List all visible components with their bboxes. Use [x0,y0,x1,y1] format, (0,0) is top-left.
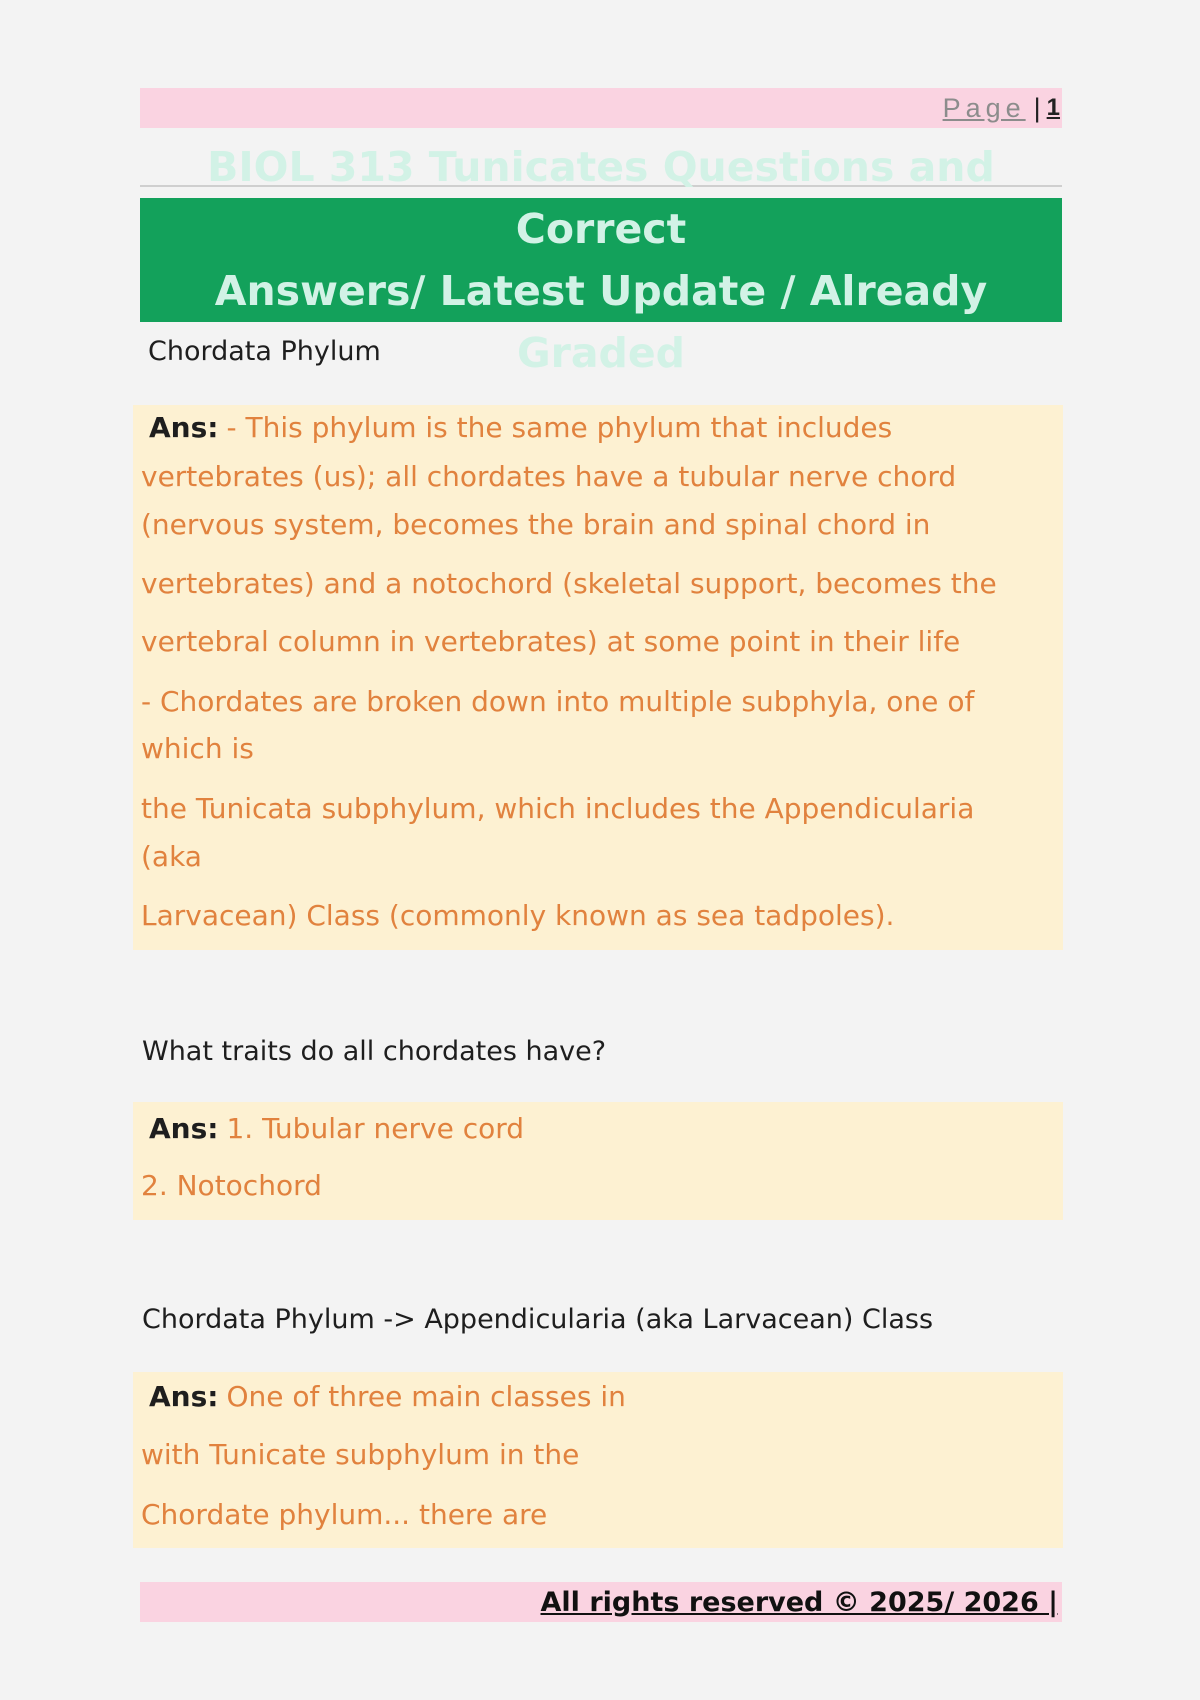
answer-1-line-8: the Tunicata subphylum, which includes the Appendicularia [141,792,975,825]
page-label: Page [942,92,1026,123]
answer-1-line-4: vertebrates) and a notochord (skeletal support, becomes the [141,567,997,600]
answer-1-line-1: Ans: - This phylum is the same phylum that includes [149,411,893,444]
title-line-1: BIOL 313 Tunicates Questions and Correct [207,143,995,253]
question-1: Chordata Phylum [148,336,381,367]
question-2: What traits do all chordates have? [142,1036,607,1067]
answer-label: Ans: [149,1380,219,1413]
answer-1-line-3: (nervous system, becomes the brain and spinal chord in [141,508,931,541]
answer-3-line-1: Ans: One of three main classes in [149,1380,626,1413]
answer-label: Ans: [149,411,219,444]
answer-1-line-2: vertebrates (us); all chordates have a tubular nerve chord [141,460,957,493]
page-header [140,88,1062,128]
page-number: 1 [1046,94,1060,121]
answer-1-line-10: Larvacean) Class (commonly known as sea tadpoles). [141,899,895,932]
answer-3-line-2: with Tunicate subphylum in the [141,1438,580,1471]
page-separator: | [1033,92,1041,123]
answer-box-1 [133,405,1063,950]
title-line-2: Answers/ Latest Update / Already Graded [214,267,988,377]
question-3: Chordata Phylum -> Appendicularia (aka Larvacean) Class [142,1304,934,1335]
answer-1-line-9: (aka [141,840,202,873]
answer-box-2 [133,1102,1063,1220]
answer-2-line-2: 2. Notochord [141,1169,322,1202]
answer-1-line-5: vertebral column in vertebrates) at some point in their life [141,625,961,658]
answer-3-line-3: Chordate phylum... there are [141,1498,548,1531]
answer-1-line-6: - Chordates are broken down into multiple subphyla, one of [141,685,975,718]
answer-label: Ans: [149,1112,219,1145]
answer-2-line-1: Ans: 1. Tubular nerve cord [149,1112,525,1145]
copyright-text: All rights reserved © 2025/ 2026 | [540,1586,1058,1618]
page-footer [140,1582,1062,1622]
answer-box-3 [133,1372,1063,1548]
answer-1-line-7: which is [141,732,254,765]
